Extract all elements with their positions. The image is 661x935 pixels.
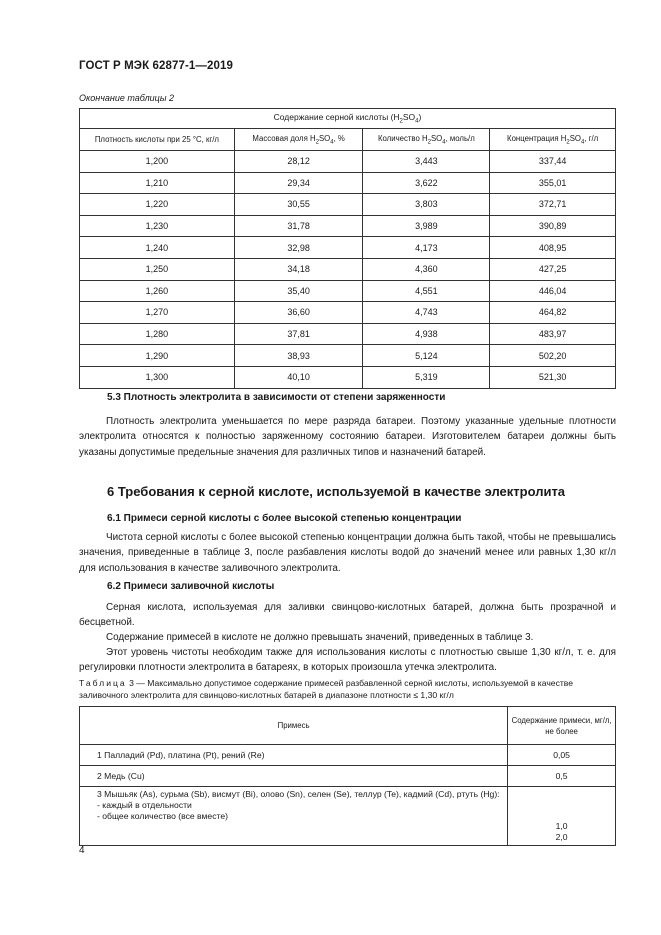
page-number: 4 bbox=[79, 845, 85, 856]
concentration-cell: 372,71 bbox=[490, 194, 616, 216]
table-row bbox=[80, 745, 616, 766]
table3-col-content: Содержание примеси, мг/л, не более bbox=[508, 707, 616, 745]
mass-fraction-cell: 36,60 bbox=[234, 302, 363, 324]
table-row bbox=[80, 323, 616, 345]
mass-fraction-cell: 30,55 bbox=[234, 194, 363, 216]
density-cell: 1,250 bbox=[80, 258, 235, 280]
impurity-name: 2 Медь (Cu) bbox=[80, 766, 508, 787]
impurity-value: 0,5 bbox=[508, 766, 616, 787]
mass-fraction-cell: 32,98 bbox=[234, 237, 363, 259]
amount-cell: 4,743 bbox=[363, 302, 490, 324]
density-cell: 1,260 bbox=[80, 280, 235, 302]
density-cell: 1,210 bbox=[80, 172, 235, 194]
amount-cell: 3,443 bbox=[363, 151, 490, 173]
table-row bbox=[80, 787, 616, 846]
amount-cell: 5,319 bbox=[363, 366, 490, 388]
density-cell: 1,200 bbox=[80, 151, 235, 173]
mass-fraction-cell: 31,78 bbox=[234, 215, 363, 237]
section-6-1-heading: 6.1 Примеси серной кислоты с более высокой степенью концентрации bbox=[107, 513, 462, 524]
impurity-sub-each: - каждый в отдельности bbox=[97, 800, 192, 811]
table3-caption-text: 3 — Максимально допустимое содержание примесей разбавленной серной кислоты, используемой в качестве заливочного электролита для свинцово-кислотных батарей в диапазоне плотности ≤ 1,30 кг/л bbox=[79, 678, 574, 700]
concentration-cell: 483,97 bbox=[490, 323, 616, 345]
concentration-cell: 446,04 bbox=[490, 280, 616, 302]
table2-col-concentration: Концентрация $H_2SO_4$, г/л bbox=[490, 129, 616, 151]
concentration-cell: 521,30 bbox=[490, 366, 616, 388]
impurities-table bbox=[79, 706, 616, 846]
table2-group-header: Содержание серной кислоты $(H_2SO_4)$ bbox=[80, 109, 616, 129]
mass-fraction-cell: 38,93 bbox=[234, 345, 363, 367]
mass-fraction-cell: 35,40 bbox=[234, 280, 363, 302]
mass-fraction-cell: 28,12 bbox=[234, 151, 363, 173]
table-row bbox=[80, 151, 616, 173]
table-row bbox=[80, 194, 616, 216]
concentration-cell: 502,20 bbox=[490, 345, 616, 367]
table-row bbox=[80, 302, 616, 324]
density-cell: 1,220 bbox=[80, 194, 235, 216]
impurity-name: 1 Палладий (Pd), платина (Pt), рений (Re) bbox=[80, 745, 508, 766]
section-6-2-text-b: Содержание примесей в кислоте не должно превышать значений, приведенных в таблице 3. bbox=[106, 632, 534, 643]
table-row bbox=[80, 215, 616, 237]
section-6-1-text: Чистота серной кислоты с более высокой степенью концентрации должна быть такой, чтобы не превышались значения, приведенные в таблице 3, после разбавления кислоты водой до значений менее или равных 1,30 кг/л для использования в качестве заливочного электролита. bbox=[79, 532, 616, 574]
amount-cell: 5,124 bbox=[363, 345, 490, 367]
amount-cell: 3,803 bbox=[363, 194, 490, 216]
density-cell: 1,290 bbox=[80, 345, 235, 367]
concentration-cell: 464,82 bbox=[490, 302, 616, 324]
table2-col-density: Плотность кислоты при 25 °С, кг/л bbox=[80, 129, 235, 151]
impurity-name: 3 Мышьяк (As), сурьма (Sb), висмут (Bi), олово (Sn), селен (Se), теллур (Te), кадмий (Cd), ртуть (Hg): bbox=[97, 789, 500, 799]
impurity-value-each: 1,0 bbox=[555, 820, 568, 831]
section-5-3-heading: 5.3 Плотность электролита в зависимости от степени заряженности bbox=[107, 392, 446, 403]
table-row bbox=[80, 258, 616, 280]
density-table bbox=[79, 108, 616, 389]
table3-col-impurity: Примесь bbox=[80, 707, 508, 745]
table2-caption: Окончание таблицы 2 bbox=[79, 93, 174, 103]
section-6-2-text-a: Серная кислота, используемая для заливки свинцово-кислотных батарей, должна быть прозрачной и бесцветной. bbox=[79, 602, 616, 629]
mass-fraction-cell: 40,10 bbox=[234, 366, 363, 388]
impurity-value-total: 2,0 bbox=[555, 831, 568, 842]
impurity-sub-total: - общее количество (все вместе) bbox=[97, 811, 228, 822]
amount-cell: 3,622 bbox=[363, 172, 490, 194]
table-row bbox=[80, 345, 616, 367]
section-6-heading: 6 Требования к серной кислоте, используемой в качестве электролита bbox=[107, 484, 566, 499]
density-cell: 1,270 bbox=[80, 302, 235, 324]
document-header: ГОСТ Р МЭК 62877-1—2019 bbox=[79, 60, 233, 72]
section-6-2-text-c: Этот уровень чистоты необходим также для использования кислоты с плотностью свыше 1,30 кг/л, т. е. для регулировки плотности электролита в батареях, в которых произошла утечка электролита. bbox=[79, 647, 616, 674]
mass-fraction-cell: 29,34 bbox=[234, 172, 363, 194]
density-cell: 1,240 bbox=[80, 237, 235, 259]
concentration-cell: 355,01 bbox=[490, 172, 616, 194]
table-row bbox=[80, 280, 616, 302]
amount-cell: 4,938 bbox=[363, 323, 490, 345]
table-row bbox=[80, 172, 616, 194]
table3-caption-label: Таблица bbox=[79, 678, 127, 688]
section-6-2-heading: 6.2 Примеси заливочной кислоты bbox=[107, 581, 275, 592]
table2-col-amount: Количество $H_2SO_4$, моль/л bbox=[363, 129, 490, 151]
concentration-cell: 427,25 bbox=[490, 258, 616, 280]
density-cell: 1,300 bbox=[80, 366, 235, 388]
amount-cell: 4,173 bbox=[363, 237, 490, 259]
table3-caption bbox=[79, 677, 616, 701]
amount-cell: 4,360 bbox=[363, 258, 490, 280]
table-row bbox=[80, 366, 616, 388]
mass-fraction-cell: 37,81 bbox=[234, 323, 363, 345]
concentration-cell: 337,44 bbox=[490, 151, 616, 173]
table2-col-mass-fraction: Массовая доля $H_2SO_4$, % bbox=[234, 129, 363, 151]
section-5-3-text: Плотность электролита уменьшается по мере разряда батареи. Поэтому указанные удельные плотности электролита относятся к полностью заряженному состоянию батареи. Изготовителем батареи должны быть указаны допустимые предельные значения для различных типов и назначений батарей. bbox=[79, 416, 616, 458]
amount-cell: 4,551 bbox=[363, 280, 490, 302]
table-row bbox=[80, 766, 616, 787]
table-row bbox=[80, 237, 616, 259]
amount-cell: 3,989 bbox=[363, 215, 490, 237]
concentration-cell: 390,89 bbox=[490, 215, 616, 237]
concentration-cell: 408,95 bbox=[490, 237, 616, 259]
table2-body bbox=[80, 151, 616, 389]
density-cell: 1,230 bbox=[80, 215, 235, 237]
impurity-value: 0,05 bbox=[508, 745, 616, 766]
density-cell: 1,280 bbox=[80, 323, 235, 345]
mass-fraction-cell: 34,18 bbox=[234, 258, 363, 280]
